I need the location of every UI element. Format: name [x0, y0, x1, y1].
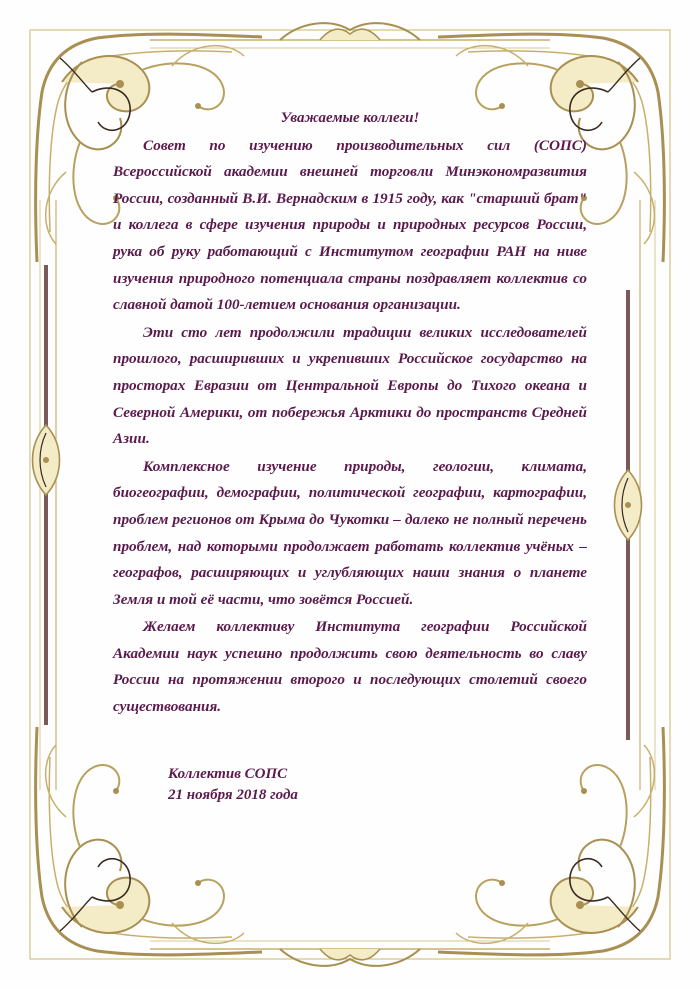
paragraph-4: Желаем коллективу Института географии Российской Академии наук успешно продолжить свою деятельность во славу России на протяжении второго и последующих столетий своего существования. — [113, 618, 587, 716]
greeting: Уважаемые коллеги! — [280, 110, 420, 126]
signature: Коллектив СОПС — [168, 765, 288, 782]
signature-block — [168, 764, 587, 806]
paragraph-1: Совет по изучению производительных сил (СОПС) Всероссийской академии внешней торговли Минэкономразвития России, созданный В.И. Вернадским в 1915 году, как "старший брат" и коллега в сфере изучения природы и природных ресурсов России, рука об руку работающий с Институтом географии РАН на ниве изучения природного потенциала страны поздравляет коллектив со славной датой 100-летием основания организации. — [113, 136, 587, 314]
paragraph-3: Комплексное изучение природы, геологии, климата, биогеографии, демографии, политической географии, картографии, проблем регионов от Крыма до Чукотки – далеко не полный перечень проблем, над которыми продолжает работать коллектив учёных – географов, расширяющих и углубляющих наши знания о планете Земля и той её части, что зовётся Россией. — [113, 457, 587, 608]
paragraph-2: Эти сто лет продолжили традиции великих исследователей прошлого, расширивших и укрепивших Российское государство на просторах Евразии от Центральной Европы до Тихого океана и Северной Америки, от побережья Арктики до пространств Средней Азии. — [113, 323, 587, 448]
letter-body — [113, 105, 587, 806]
letter-date: 21 ноября 2018 года — [168, 786, 298, 803]
